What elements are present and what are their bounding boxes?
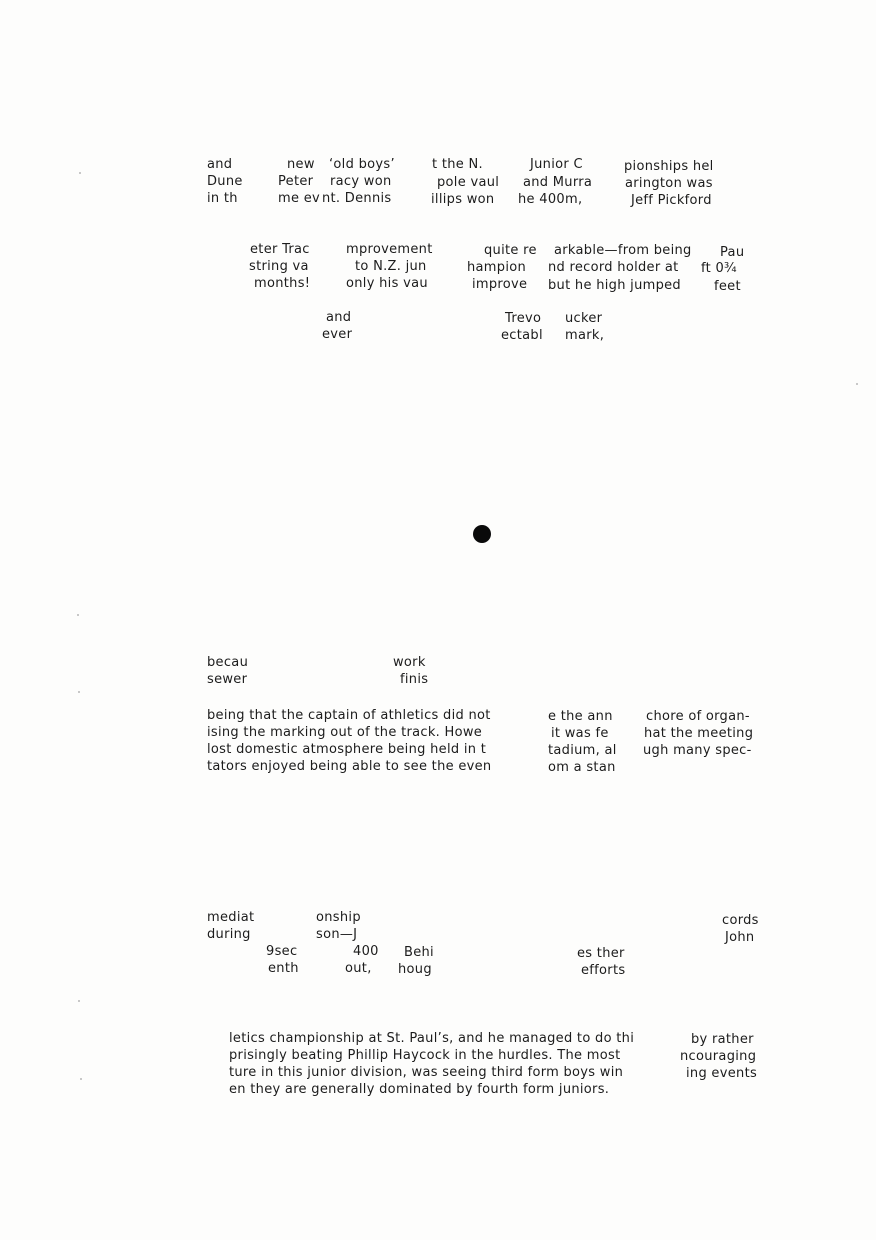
text-fragment: houg (398, 962, 432, 977)
text-fragment: cords (722, 913, 759, 928)
text-fragment: ever (322, 327, 353, 342)
text-fragment: arington was (625, 176, 713, 191)
text-fragment: months! (254, 276, 311, 291)
text-fragment: t the N. (432, 157, 483, 172)
text-fragment: tadium, al (548, 743, 617, 758)
text-fragment: mark, (565, 328, 605, 343)
text-fragment: ft 0¾ (701, 261, 737, 276)
text-fragment: Pau (720, 245, 745, 260)
text-fragment: hat the meeting (644, 726, 754, 741)
text-fragment: Behi (404, 945, 434, 960)
text-fragment: ectabl (501, 328, 543, 343)
text-fragment: out, (345, 961, 372, 976)
text-fragment: efforts (581, 963, 626, 978)
text-fragment: mprovement (346, 242, 433, 257)
punch-hole (473, 525, 491, 543)
text-fragment: mediat (207, 910, 255, 925)
text-fragment: prisingly beating Phillip Haycock in the hurdles. The most (229, 1048, 621, 1063)
text-fragment: hampion (467, 260, 527, 275)
text-fragment: ising the marking out of the track. Howe (207, 725, 483, 740)
text-fragment: Trevo (505, 311, 542, 326)
text-fragment: son—J (316, 927, 358, 942)
text-fragment: Jeff Pickford (631, 193, 712, 208)
text-fragment: during (207, 927, 251, 942)
text-fragment: being that the captain of athletics did not (207, 708, 491, 723)
text-fragment: onship (316, 910, 361, 925)
text-fragment: nt. Dennis (322, 191, 392, 206)
text-fragment: nd record holder at (548, 260, 679, 275)
text-fragment: pionships hel (624, 159, 714, 174)
text-fragment: in th (207, 191, 238, 206)
text-fragment: only his vau (346, 276, 428, 291)
text-fragment: lost domestic atmosphere being held in t (207, 742, 487, 757)
text-fragment: ing events (686, 1066, 758, 1081)
text-fragment: becau (207, 655, 249, 670)
text-fragment: enth (268, 961, 299, 976)
text-fragment: quite re (484, 243, 537, 258)
text-fragment: ncouraging (680, 1049, 757, 1064)
text-fragment: by rather (691, 1032, 754, 1047)
text-fragment: tators enjoyed being able to see the even (207, 759, 492, 774)
text-fragment: 400 (353, 944, 379, 959)
text-fragment: improve (472, 277, 528, 292)
text-fragment: new (287, 157, 315, 172)
text-fragment: es ther (577, 946, 625, 961)
text-fragment: string va (249, 259, 309, 274)
text-fragment: to N.Z. jun (355, 259, 427, 274)
text-fragment: me ev (278, 191, 320, 206)
text-fragment: eter Trac (250, 242, 310, 257)
text-fragment: and Murra (523, 175, 593, 190)
text-fragment: 9sec (266, 944, 298, 959)
text-fragment: chore of organ- (646, 709, 750, 724)
text-fragment: Dune (207, 174, 243, 189)
text-fragment: ‘old boys’ (329, 157, 395, 172)
text-fragment: om a stan (548, 760, 616, 775)
text-fragment: feet (714, 279, 741, 294)
text-fragment: and (326, 310, 352, 325)
text-fragment: Junior C (530, 157, 583, 172)
text-fragment: work (393, 655, 426, 670)
text-fragment: and (207, 157, 233, 172)
text-fragment: it was fe (551, 726, 609, 741)
text-fragment: ugh many spec- (643, 743, 752, 758)
text-fragment: en they are generally dominated by fourth form juniors. (229, 1082, 610, 1097)
text-fragment: illips won (431, 192, 495, 207)
scan-speck (78, 691, 80, 693)
text-fragment: racy won (330, 174, 392, 189)
scan-speck (78, 1000, 80, 1002)
text-fragment: arkable—from being (554, 243, 692, 258)
text-fragment: he 400m, (518, 192, 583, 207)
text-fragment: John (725, 930, 755, 945)
text-fragment: pole vaul (437, 175, 500, 190)
text-fragment: finis (400, 672, 429, 687)
text-fragment: ucker (565, 311, 603, 326)
scan-speck (80, 1078, 82, 1080)
text-fragment: sewer (207, 672, 248, 687)
text-fragment: letics championship at St. Paul’s, and he managed to do thi (229, 1031, 635, 1046)
text-fragment: but he high jumped (548, 278, 681, 293)
text-fragment: e the ann (548, 709, 613, 724)
text-fragment: ture in this junior division, was seeing third form boys win (229, 1065, 624, 1080)
scan-speck (77, 614, 79, 616)
text-fragment: Peter (278, 174, 314, 189)
scan-speck (856, 383, 858, 385)
scan-speck (79, 172, 81, 174)
